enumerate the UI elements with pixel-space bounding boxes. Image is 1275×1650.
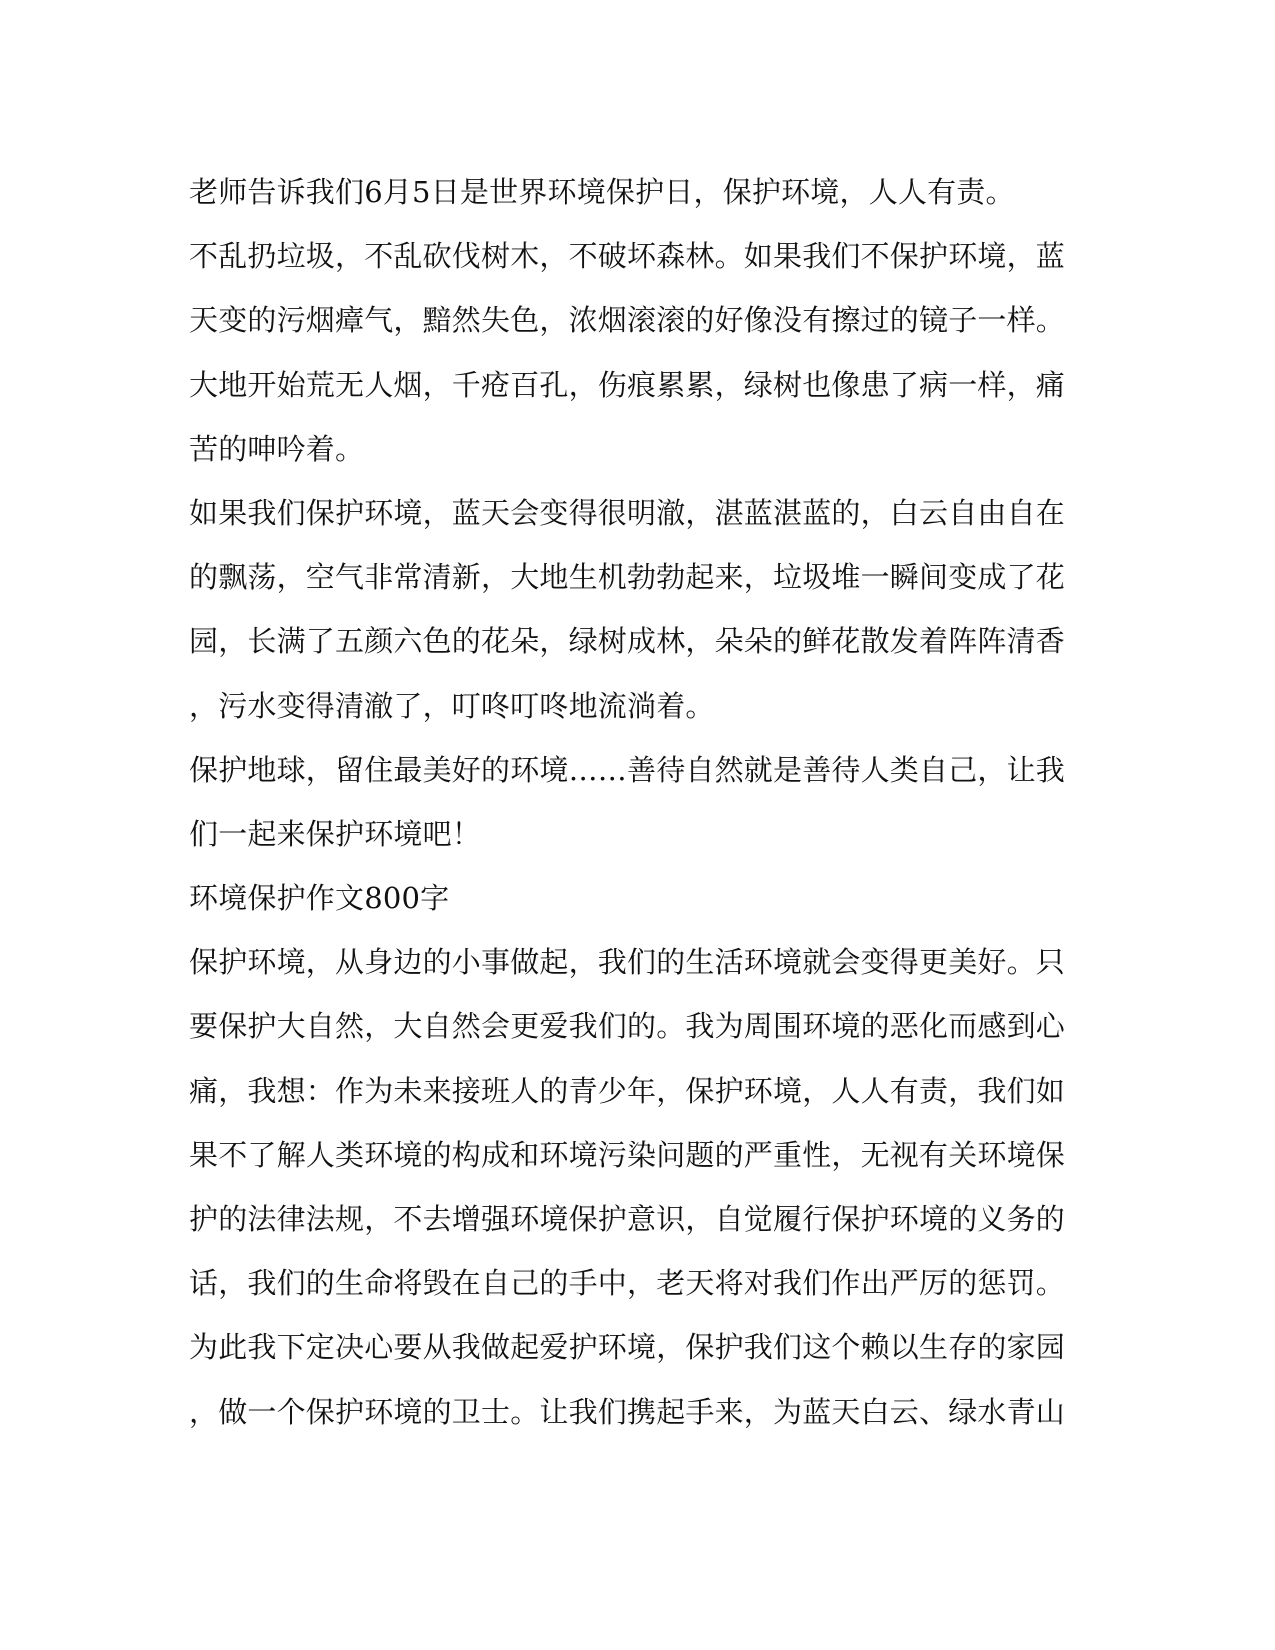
section-heading: 环境保护作文800字 xyxy=(189,881,450,916)
text-line: 不乱扔垃圾，不乱砍伐树木，不破坏森林。如果我们不保护环境，蓝 xyxy=(189,239,1066,274)
text-line: 话，我们的生命将毁在自己的手中，老天将对我们作出严厉的惩罚。 xyxy=(189,1266,1066,1301)
text-line: 果不了解人类环境的构成和环境污染问题的严重性，无视有关环境保 xyxy=(189,1137,1066,1172)
text-line: 大地开始荒无人烟，千疮百孔，伤痕累累，绿树也像患了病一样，痛 xyxy=(189,367,1066,402)
text-line: 园，长满了五颜六色的花朵，绿树成林，朵朵的鲜花散发着阵阵清香 xyxy=(189,624,1066,659)
text-line: ，污水变得清澈了，叮咚叮咚地流淌着。 xyxy=(189,688,715,723)
text-line: 为此我下定决心要从我做起爱护环境，保护我们这个赖以生存的家园 xyxy=(189,1330,1066,1365)
text-line: 护的法律法规，不去增强环境保护意识，自觉履行保护环境的义务的 xyxy=(189,1202,1066,1236)
text-line: 老师告诉我们6月5日是世界环境保护日，保护环境，人人有责。 xyxy=(189,175,1015,209)
text-line: 天变的污烟瘴气，黯然失色，浓烟滚滚的好像没有擦过的镜子一样。 xyxy=(189,303,1066,338)
text-line: 痛，我想：作为未来接班人的青少年，保护环境，人人有责，我们如 xyxy=(189,1073,1066,1108)
text-line: 保护地球，留住最美好的环境……善待自然就是善待人类自己，让我 xyxy=(189,752,1066,787)
text-line: 们一起来保护环境吧！ xyxy=(189,816,482,851)
text-line: 如果我们保护环境，蓝天会变得很明澈，湛蓝湛蓝的，白云自由自在 xyxy=(189,495,1066,530)
text-line: 的飘荡，空气非常清新，大地生机勃勃起来，垃圾堆一瞬间变成了花 xyxy=(189,560,1066,595)
text-line: ，做一个保护环境的卫士。让我们携起手来，为蓝天白云、绿水青山 xyxy=(189,1394,1066,1429)
text-line: 要保护大自然，大自然会更爱我们的。我为周围环境的恶化而感到心 xyxy=(189,1009,1066,1044)
text-line: 苦的呻吟着。 xyxy=(189,431,365,466)
text-line: 保护环境，从身边的小事做起，我们的生活环境就会变得更美好。只 xyxy=(189,945,1066,980)
essay-body xyxy=(189,160,1069,1444)
